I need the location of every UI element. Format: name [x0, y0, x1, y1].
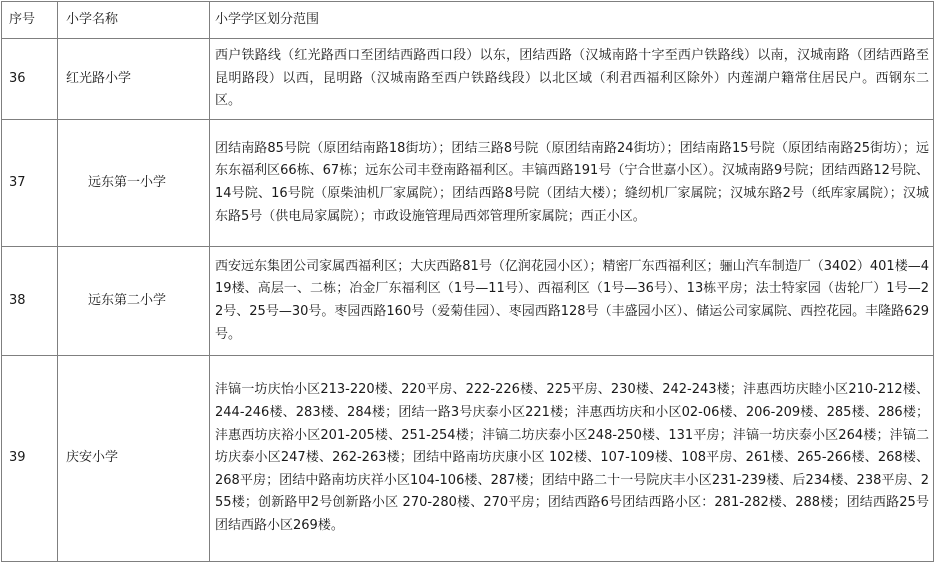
row-no: 36	[2, 39, 58, 120]
header-school-name: 小学名称	[58, 2, 210, 39]
school-district-table	[1, 1, 934, 562]
header-district-range: 小学学区划分范围	[210, 2, 934, 39]
row-district-range: 西安远东集团公司家属西福利区；大庆西路81号（亿润花园小区）；精密厂东西福利区；骊山汽车制造厂（3402）401楼—419楼、高层一、二栋；冶金厂东福利区（1号—11号）、西福利区（1号—36号）、13栋平房；法士特家园（齿轮厂）1号—22号、25号—30号。枣园西路160号（爱菊佳园）、枣园西路128号（丰盛园小区）、储运公司家属院、西控花园。丰隆路629号。	[210, 247, 934, 356]
table-row	[2, 120, 934, 247]
row-district-range: 团结南路85号院（原团结南路18街坊）；团结三路8号院（原团结南路24街坊）；团结南路15号院（原团结南路25街坊）；远东东福利区66栋、67栋；远东公司丰登南路福利区。丰镐西路191号（宁合世嘉小区）。汉城南路9号院；团结西路12号院、14号院、16号院（原柴油机厂家属院）；团结西路8号院（团结大楼）；缝纫机厂家属院；汉城东路2号（纸库家属院）；汉城东路5号（供电局家属院）；市政设施管理局西郊管理所家属院；西正小区。	[210, 120, 934, 247]
header-no: 序号	[2, 2, 58, 39]
row-district-range: 西户铁路线（红光路西口至团结西路西口段）以东，团结西路（汉城南路十字至西户铁路线）以南，汉城南路（团结西路至昆明路段）以西，昆明路（汉城南路至西户铁路线段）以北区域（利君西福利区除外）内莲湖户籍常住居民户。西钢东二区。	[210, 39, 934, 120]
row-school-name: 红光路小学	[58, 39, 210, 120]
table-row	[2, 356, 934, 562]
row-district-range: 沣镐一坊庆怡小区213-220楼、220平房、222-226楼、225平房、230楼、242-243楼；沣惠西坊庆睦小区210-212楼、244-246楼、283楼、284楼；团结一路3号庆泰小区221楼；沣惠西坊庆和小区02-06楼、206-209楼、285楼、286楼；沣惠西坊庆裕小区201-205楼、251-254楼；沣镐二坊庆泰小区248-250楼、131平房；沣镐一坊庆泰小区264楼；沣镐二坊庆泰小区247楼、262-263楼；团结中路南坊庆康小区 102楼、107-109楼、108平房、261楼、265-266楼、268楼、268平房；团结中路南坊庆祥小区104-106楼、287楼；团结中路二十一号院庆丰小区231-239楼、后234楼、238平房、255楼；创新路甲2号创新路小区 270-280楼、270平房；团结西路6号团结西路小区：281-282楼、288楼；团结西路25号团结西路小区269楼。	[210, 356, 934, 562]
row-no: 37	[2, 120, 58, 247]
table-header-row	[2, 2, 934, 39]
row-school-name: 庆安小学	[58, 356, 210, 562]
row-school-name: 远东第一小学	[58, 120, 210, 247]
row-no: 39	[2, 356, 58, 562]
table-row	[2, 39, 934, 120]
table-row	[2, 247, 934, 356]
row-school-name: 远东第二小学	[58, 247, 210, 356]
row-no: 38	[2, 247, 58, 356]
